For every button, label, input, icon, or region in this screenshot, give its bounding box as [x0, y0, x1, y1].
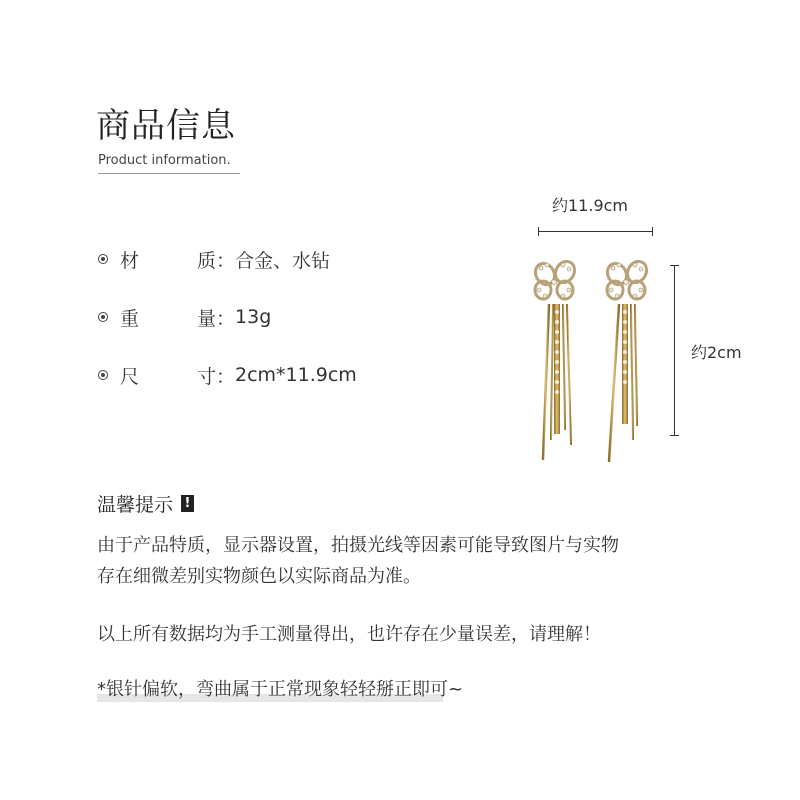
product-photo	[525, 250, 665, 470]
spec-label-char: 重	[120, 307, 140, 330]
tips-line-2: 存在细微差别实物颜色以实际商品为准。	[97, 566, 421, 587]
spec-value: 13g	[235, 306, 272, 328]
dimension-width-cap	[670, 265, 679, 266]
tips-title-text: 温馨提示	[97, 494, 174, 516]
tips-line-3: 以上所有数据均为手工测量得出，也许存在少量误差，请理解！	[97, 624, 601, 645]
tips-line-4: *银针偏软，弯曲属于正常现象轻轻掰正即可~	[97, 679, 464, 700]
bullet-icon	[98, 312, 108, 322]
spec-label-char: 量	[196, 307, 216, 330]
dimension-length-line	[538, 231, 653, 232]
earring-right	[604, 258, 651, 462]
spec-label-char: 质	[196, 249, 216, 272]
spec-label-char: 尺	[120, 365, 140, 388]
subtitle-underline	[98, 173, 240, 174]
bullet-icon	[98, 254, 108, 264]
spec-colon: ：	[216, 365, 236, 388]
spec-label	[120, 246, 216, 273]
spec-label	[120, 304, 216, 331]
spec-value: 合金、水钻	[235, 249, 331, 272]
dimension-length-cap	[652, 227, 653, 236]
dimension-width-cap	[670, 435, 679, 436]
dimension-width-label: 约2cm	[691, 343, 742, 362]
dimension-length-label: 约11.9cm	[552, 196, 629, 215]
spec-value: 2cm*11.9cm	[235, 364, 357, 386]
spec-label-char: 材	[120, 249, 140, 272]
spec-colon: ：	[216, 249, 236, 272]
spec-label-char: 寸	[196, 365, 216, 388]
bullet-icon	[98, 370, 108, 380]
dimension-width-line	[674, 265, 675, 435]
spec-colon: ：	[216, 307, 236, 330]
page-title: 商品信息	[96, 106, 236, 146]
tips-line-1: 由于产品特质，显示器设置，拍摄光线等因素可能导致图片与实物	[97, 535, 619, 556]
warning-icon: !	[181, 495, 194, 512]
spec-row-size	[98, 362, 357, 388]
spec-row-material	[98, 246, 330, 272]
dimension-length-cap	[538, 227, 539, 236]
tips-title	[97, 490, 194, 517]
earring-left	[532, 258, 579, 460]
spec-label	[120, 362, 216, 389]
spec-row-weight	[98, 304, 271, 330]
page-subtitle: Product information.	[98, 153, 231, 168]
